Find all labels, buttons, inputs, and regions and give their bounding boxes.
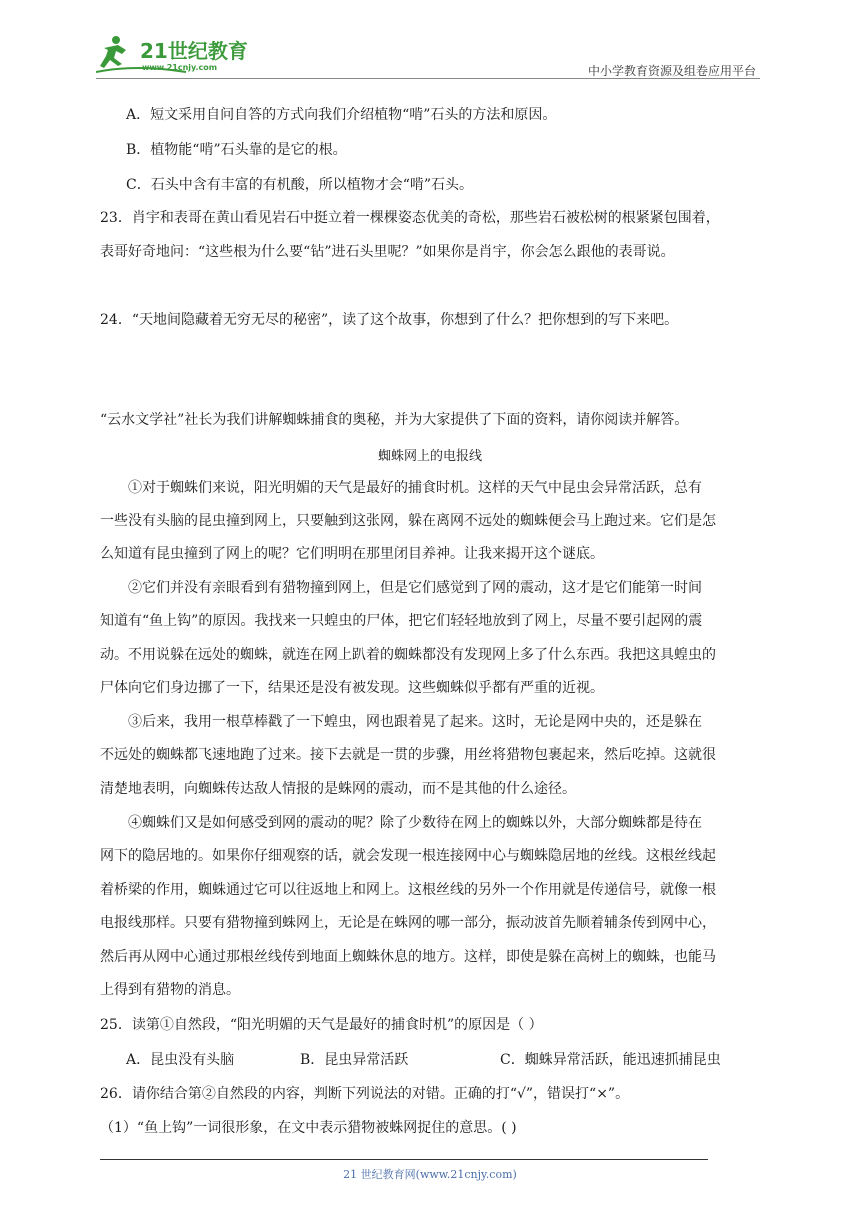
passage-line: 上得到有猎物的消息。 xyxy=(100,982,240,998)
passage-line: 然后再从网中心通过那根丝线传到地面上蜘蛛休息的地方。这样，即使是躲在高树上的蜘蛛，也能马 xyxy=(100,949,716,965)
q22-option-b: B．植物能“啃”石头靠的是它的根。 xyxy=(126,142,347,158)
passage-line: ③后来，我用一根草棒戳了一下蝗虫，网也跟着晃了起来。这时，无论是网中央的，还是躲在 xyxy=(128,714,702,730)
logo-text: 21世纪教育 xyxy=(140,39,248,63)
passage-line: 清楚地表明，向蜘蛛传达敌人情报的是蛛网的震动，而不是其他的什么途径。 xyxy=(100,781,576,797)
passage-intro: “云水文学社”社长为我们讲解蜘蛛捕食的奥秘，并为大家提供了下面的资料，请你阅读并解答。 xyxy=(100,412,689,428)
passage-line: 知道有“鱼上钩”的原因。我找来一只蝗虫的尸体，把它们轻轻地放到了网上，尽量不要引起网的震 xyxy=(100,613,703,629)
passage-line: 一些没有头脑的昆虫撞到网上，只要触到这张网，躲在离网不远处的蜘蛛便会马上跑过来。它们是怎 xyxy=(100,513,716,529)
q26-item-1: （1）“鱼上钩”一词很形象，在文中表示猎物被蛛网捉住的意思。( ) xyxy=(100,1120,517,1136)
logo-icon xyxy=(96,34,266,76)
q23-line-1: 23．肖宇和表哥在黄山看见岩石中挺立着一棵棵姿态优美的奇松，那些岩石被松树的根紧紧包围着， xyxy=(100,210,720,226)
passage-line: 么知道有昆虫撞到了网上的呢？它们明明在那里闭目养神。让我来揭开这个谜底。 xyxy=(100,546,604,562)
header-divider xyxy=(96,78,760,79)
passage-line: 动。不用说躲在远处的蜘蛛，就连在网上趴着的蜘蛛都没有发现网上多了什么东西。我把这具蝗虫的 xyxy=(100,647,716,663)
passage-line: 着桥梁的作用，蜘蛛通过它可以往返地上和网上。这根丝线的另外一个作用就是传递信号，就像一根 xyxy=(100,882,716,898)
q25-option-a: A．昆虫没有头脑 xyxy=(126,1052,235,1068)
q24-text: 24．“天地间隐藏着无穷无尽的秘密”，读了这个故事，你想到了什么？把你想到的写下来吧。 xyxy=(100,312,679,328)
header-platform-text: 中小学教育资源及组卷应用平台 xyxy=(587,64,756,78)
q26-stem: 26．请你结合第②自然段的内容，判断下列说法的对错。正确的打“√”，错误打“×”。 xyxy=(100,1086,630,1102)
footer-text: 21 世纪教育网(www.21cnjy.com) xyxy=(343,1168,517,1181)
q25-option-c: C．蜘蛛异常活跃，能迅速抓捕昆虫 xyxy=(500,1052,721,1068)
passage-line: 网下的隐居地的。如果你仔细观察的话，就会发现一根连接网中心与蜘蛛隐居地的丝线。这根丝线起 xyxy=(100,848,716,864)
logo-url: www.21cnjy.com xyxy=(142,63,218,72)
passage-line: ②它们并没有亲眼看到有猎物撞到网上，但是它们感觉到了网的震动，这才是它们能第一时间 xyxy=(128,580,702,596)
q22-option-c: C．石头中含有丰富的有机酸，所以植物才会“啃”石头。 xyxy=(126,177,474,193)
q25-option-b: B．昆虫异常活跃 xyxy=(300,1052,409,1068)
q25-stem: 25．读第①自然段，“阳光明媚的天气是最好的捕食时机”的原因是（ ） xyxy=(100,1017,543,1033)
footer-divider xyxy=(100,1159,708,1160)
q23-line-2: 表哥好奇地问：“这些根为什么要“钻”进石头里呢？”如果你是肖宇，你会怎么跟他的表哥说。 xyxy=(100,244,675,260)
passage-line: 不远处的蜘蛛都飞速地跑了过来。接下去就是一贯的步骤，用丝将猎物包裹起来，然后吃掉。这就很 xyxy=(100,747,716,763)
passage-title: 蜘蛛网上的电报线 xyxy=(377,449,482,464)
q22-option-a: A．短文采用自问自答的方式向我们介绍植物“啃”石头的方法和原因。 xyxy=(126,107,557,123)
page-header xyxy=(96,30,760,80)
passage-line: 电报线那样。只要有猎物撞到蛛网上，无论是在蛛网的哪一部分，振动波首先顺着辅条传到网中心， xyxy=(100,915,716,931)
passage-line: ①对于蜘蛛们来说，阳光明媚的天气是最好的捕食时机。这样的天气中昆虫会异常活跃，总有 xyxy=(128,480,702,496)
passage-line: ④蜘蛛们又是如何感受到网的震动的呢？除了少数待在网上的蜘蛛以外，大部分蜘蛛都是待在 xyxy=(128,815,702,831)
passage-line: 尸体向它们身边挪了一下，结果还是没有被发现。这些蜘蛛似乎都有严重的近视。 xyxy=(100,680,604,696)
